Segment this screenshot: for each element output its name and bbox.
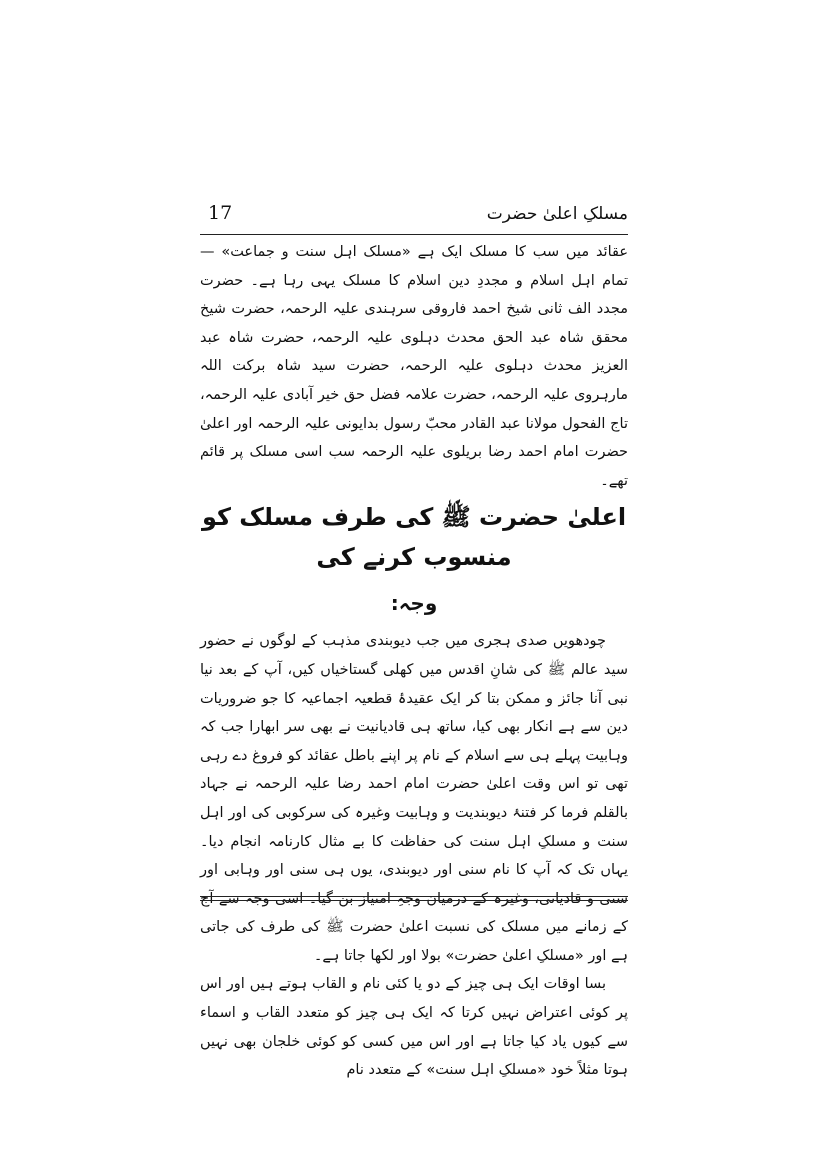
page-header [200,200,628,232]
paragraph-scholars: عقائد میں سب کا مسلک ایک ہے «مسلک اہل سنت و جماعت» — تمام اہل اسلام و مجددِ دین اسلام کا مسلک یہی رہا ہے۔ حضرت مجدد الف ثانی شیخ احمد فاروقی سرہندی علیہ الرحمہ، حضرت شیخ محقق شاہ عبد الحق محدث دہلوی علیہ الرحمہ، حضرت شاہ عبد العزیز محدث دہلوی علیہ الرحمہ، حضرت سید شاہ برکت اللہ مارہروی علیہ الرحمہ، حضرت علامہ فضل حق خیر آبادی علیہ الرحمہ، تاج الفحول مولانا عبد القادر محبّ رسول بدایونی علیہ الرحمہ اور اعلیٰ حضرت امام احمد رضا بریلوی علیہ الرحمہ سب اسی مسلک پر قائم تھے۔ [200,244,628,489]
running-title: مسلکِ اعلیٰ حضرت [486,204,628,224]
footer-rule [200,896,628,901]
header-rule [200,234,628,235]
paragraph-multiple-names: بسا اوقات ایک ہی چیز کے دو یا کئی نام و القاب ہوتے ہیں اور اس پر کوئی اعتراض نہیں کرتا کہ ایک ہی چیز کو متعدد القاب و اسماء سے کیوں یاد کیا جاتا ہے اور اس میں کسی کو کوئی خلجان بھی نہیں ہوتا مثلاً خود «مسلکِ اہل سنت» کے متعدد نام [200,976,628,1079]
page-body [200,238,628,1085]
page-number: 17 [208,202,233,224]
paragraph-reason: چودھویں صدی ہجری میں جب دیوبندی مذہب کے لوگوں نے حضور سید عالم ﷺ کی شانِ اقدس میں کھلی گستاخیاں کیں، آپ کے بعد نیا نبی آنا جائز و ممکن بتا کر ایک عقیدۂ قطعیہ اجماعیہ کا جو ضروریات دین سے ہے انکار بھی کیا، ساتھ ہی قادیانیت نے بھی سر ابھارا جب کہ وہابیت پہلے ہی سے اسلام کے نام پر اپنے باطل عقائد کو فروغ دے رہی تھی تو اس وقت اعلیٰ حضرت امام احمد رضا علیہ الرحمہ نے جہاد بالقلم فرما کر فتنۂ دیوبندیت و وہابیت وغیرہ کی سرکوبی کی اور اہل سنت و مسلکِ اہل سنت کی حفاظت کا بے مثال کارنامہ انجام دیا۔ یہاں تک کہ آپ کا نام سنی اور دیوبندی، یوں ہی سنی اور وہابی اور سنی و قادیانی، وغیرہ کے درمیان وجہِ امتیاز بن گیا۔ اسی وجہ سے آج کے زمانے میں مسلک کی نسبت اعلیٰ حضرت ﷺ کی طرف کی جاتی ہے اور «مسلکِ اعلیٰ حضرت» بولا اور لکھا جاتا ہے۔ [200,633,628,964]
section-heading: اعلیٰ حضرت ﷺ کی طرف مسلک کو منسوب کرنے کی [201,503,627,572]
section-heading-continued: وجہ: [390,591,438,616]
